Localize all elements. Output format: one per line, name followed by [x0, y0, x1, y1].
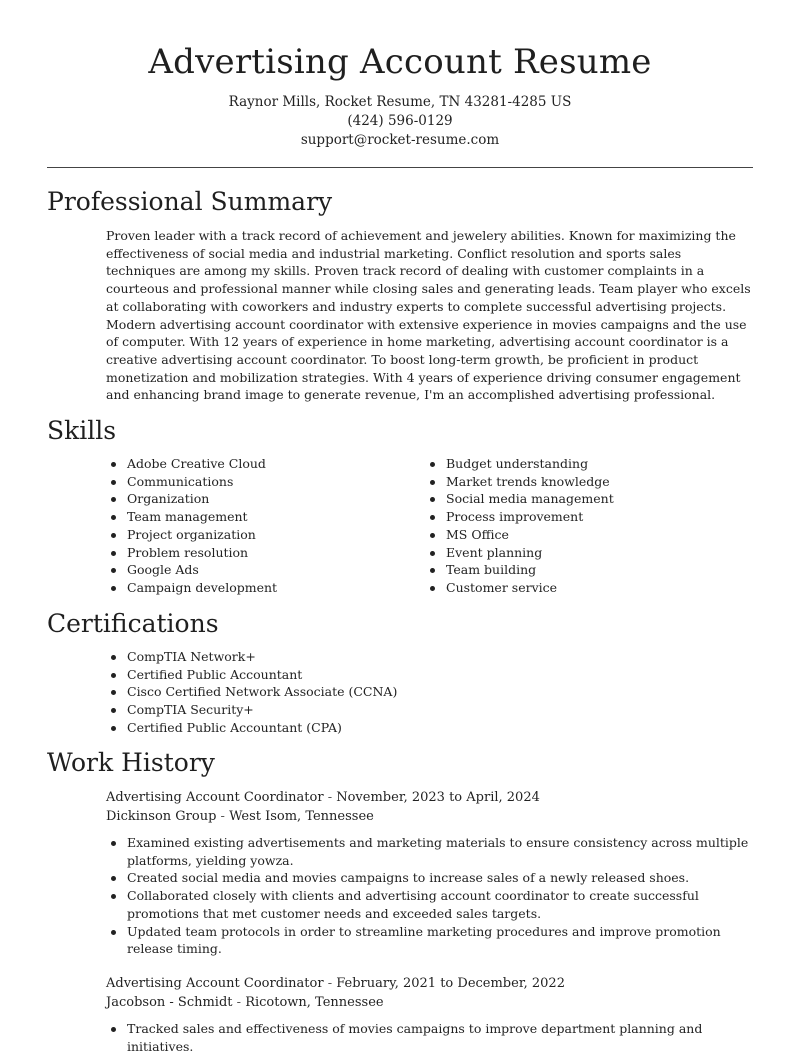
work-history-heading: Work History	[47, 748, 215, 777]
job-separator: -	[216, 809, 230, 824]
job-separator: -	[323, 976, 337, 991]
job-bullet: Created social media and movies campaigns to increase sales of a newly released shoes.	[106, 869, 754, 887]
job-company-line	[106, 807, 374, 826]
contact-phone: (424) 596-0129	[347, 113, 453, 129]
certification-item: CompTIA Security+	[106, 701, 706, 719]
resume-title: Advertising Account Resume	[148, 42, 652, 82]
job-bullets	[106, 1020, 754, 1055]
job-bullet: Updated team protocols in order to streamline marketing procedures and improve promotion release timing.	[106, 923, 754, 958]
job-dates: November, 2023 to April, 2024	[336, 790, 540, 805]
skill-item: Google Ads	[106, 561, 406, 579]
skill-item: Event planning	[425, 544, 745, 562]
job-company: Jacobson - Schmidt	[106, 995, 233, 1010]
job-separator: -	[323, 790, 337, 805]
certification-item: CompTIA Network+	[106, 648, 706, 666]
skill-item: Social media management	[425, 490, 745, 508]
contact-email: support@rocket-resume.com	[300, 132, 500, 148]
job-title-line	[106, 974, 565, 993]
skill-item: Communications	[106, 473, 406, 491]
header-divider	[47, 167, 753, 168]
job-role: Advertising Account Coordinator	[106, 790, 324, 805]
summary-text: Proven leader with a track record of achievement and jewelery abilities. Known for maximizing the effectiveness of social media and industrial marketing. Conflict resolution and sports sales techniques are among my skills. Proven track record of dealing with customer complaints in a courteous and professional manner while closing sales and generating leads. Team player who excels at collaborating with coworkers and industry experts to complete successful advertising projects. Modern advertising account coordinator with extensive experience in movies campaigns and the use of computer. With 12 years of experience in home marketing, advertising account coordinator is a creative advertising account coordinator. To boost long-term growth, be proficient in product monetization and mobilization strategies. With 4 years of experience driving consumer engagement and enhancing brand image to generate revenue, I'm an accomplished advertising professional.	[106, 228, 751, 403]
certifications-heading: Certifications	[47, 609, 219, 638]
job-bullet: Tracked sales and effectiveness of movies campaigns to improve department planning and initiatives.	[106, 1020, 754, 1055]
job-bullet: Collaborated closely with clients and advertising account coordinator to create successful promotions that met customer needs and exceeded sales targets.	[106, 887, 754, 922]
summary-heading: Professional Summary	[47, 187, 333, 216]
skill-item: Campaign development	[106, 579, 406, 597]
skill-item: Organization	[106, 490, 406, 508]
certification-item: Cisco Certified Network Associate (CCNA)	[106, 683, 706, 701]
job-bullets	[106, 834, 754, 958]
job-title-line	[106, 788, 540, 807]
skill-item: Budget understanding	[425, 455, 745, 473]
skill-item: Team management	[106, 508, 406, 526]
job-company-line	[106, 993, 384, 1012]
job-location: Ricotown, Tennessee	[245, 995, 384, 1010]
skill-item: Problem resolution	[106, 544, 406, 562]
certifications-list	[106, 648, 706, 737]
job-location: West Isom, Tennessee	[229, 809, 374, 824]
job-bullet: Examined existing advertisements and marketing materials to ensure consistency across multiple platforms, yielding yowza.	[106, 834, 754, 869]
certification-item: Certified Public Accountant	[106, 666, 706, 684]
contact-address: Raynor Mills, Rocket Resume, TN 43281-4285 US	[228, 94, 572, 110]
job-role: Advertising Account Coordinator	[106, 976, 324, 991]
skill-item: Adobe Creative Cloud	[106, 455, 406, 473]
skills-heading: Skills	[47, 416, 117, 445]
job-separator: -	[232, 995, 246, 1010]
certification-item: Certified Public Accountant (CPA)	[106, 719, 706, 737]
skill-item: Customer service	[425, 579, 745, 597]
skill-item: Market trends knowledge	[425, 473, 745, 491]
skills-list-right	[425, 455, 745, 597]
skill-item: MS Office	[425, 526, 745, 544]
skills-list-left	[106, 455, 406, 597]
job-dates: February, 2021 to December, 2022	[336, 976, 565, 991]
skill-item: Project organization	[106, 526, 406, 544]
job-company: Dickinson Group	[106, 809, 217, 824]
skill-item: Process improvement	[425, 508, 745, 526]
skill-item: Team building	[425, 561, 745, 579]
